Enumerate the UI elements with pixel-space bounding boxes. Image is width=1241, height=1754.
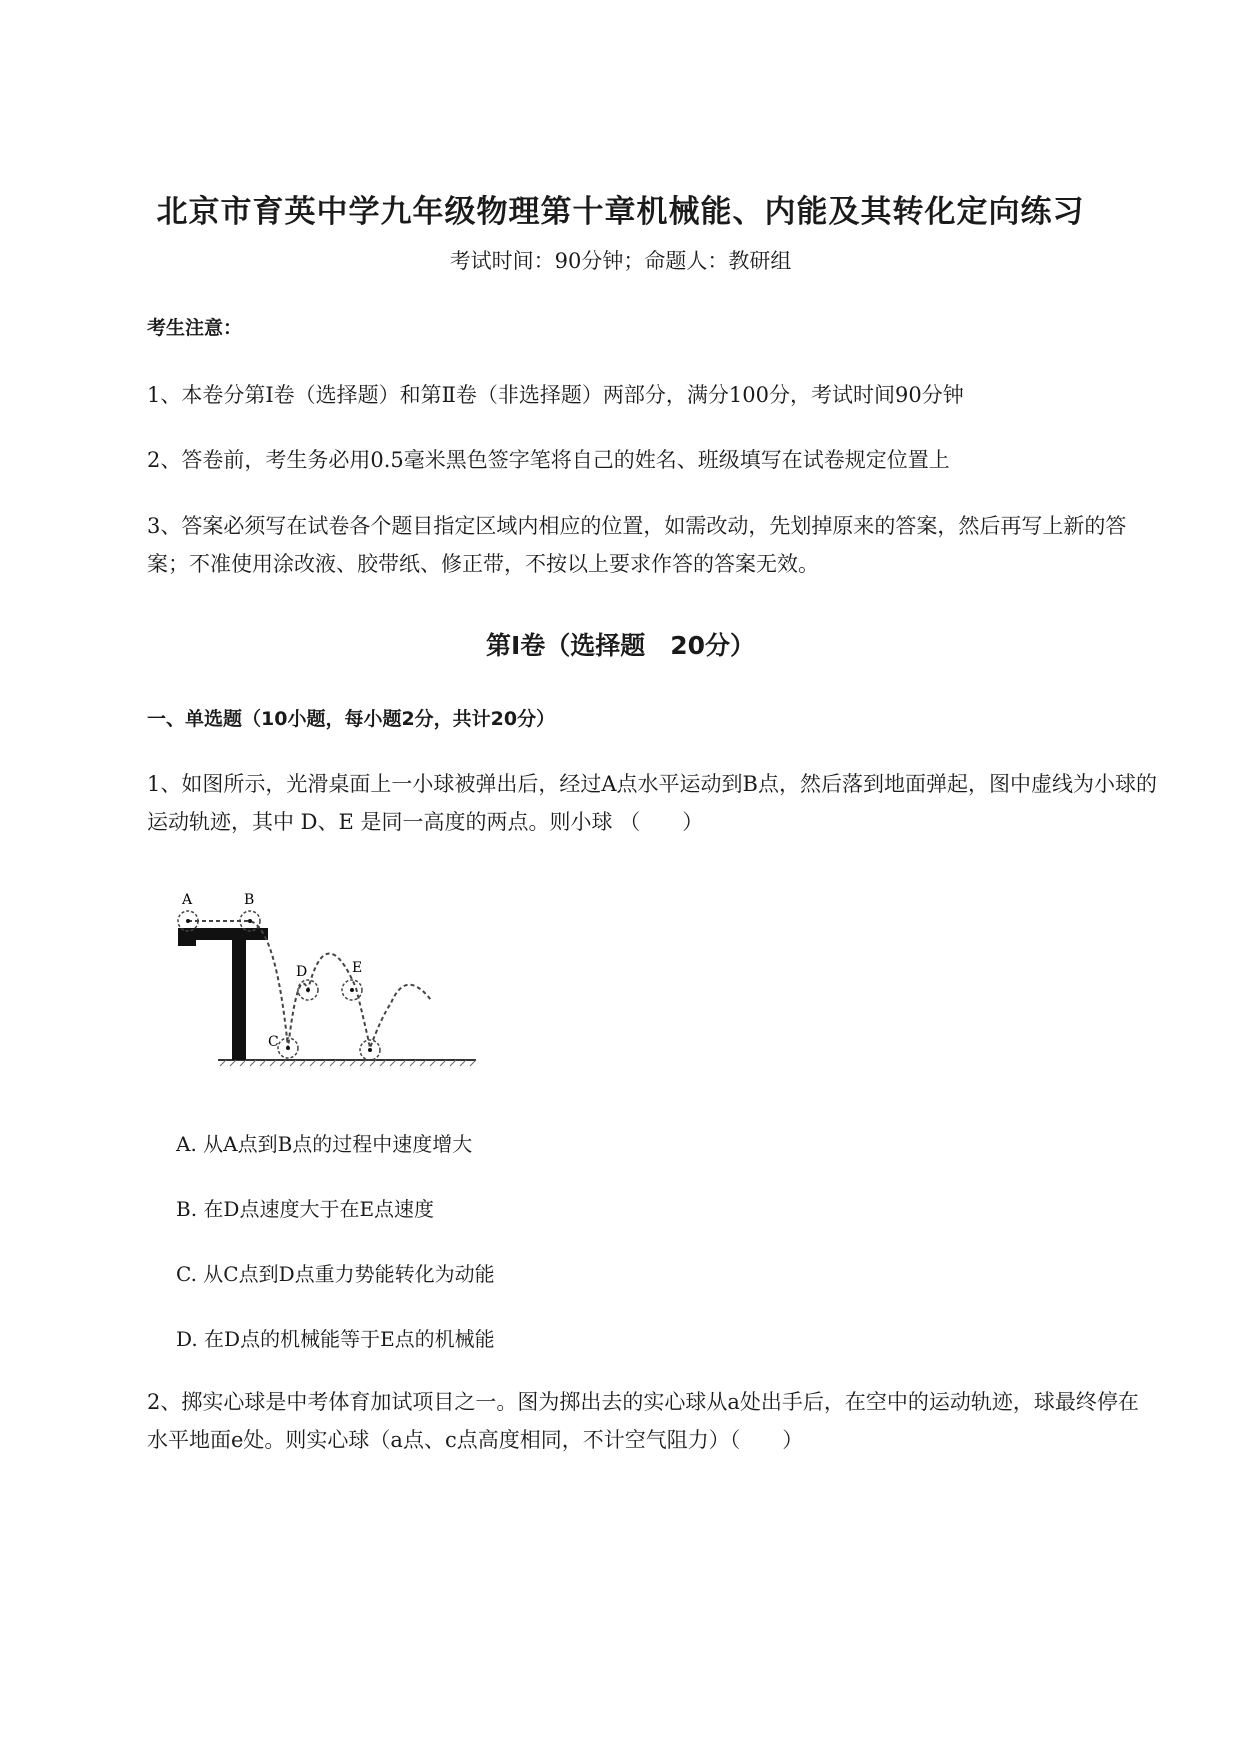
subsection-heading: 一、单选题（10小题，每小题2分，共计20分） (147, 708, 556, 730)
notice-item: 3、答案必须写在试卷各个题目指定区域内相应的位置，如需改动，先划掉原来的答案，然后再写上新的答案；不准使用涂改液、胶带纸、修正带，不按以上要求作答的答案无效。 (147, 514, 1127, 576)
ball-e-dot (350, 988, 354, 992)
label-a: A (182, 892, 193, 908)
label-b: B (244, 892, 255, 908)
ball-a-dot (186, 919, 190, 923)
trajectory-path (188, 921, 431, 1048)
ball-d-dot (306, 988, 310, 992)
ball-bounce-dot (368, 1048, 372, 1052)
question-1-figure (176, 878, 486, 1078)
question-1-option-a: A. 从A点到B点的过程中速度增大 (176, 1132, 473, 1156)
notice-heading: 考生注意： (147, 317, 243, 339)
label-d: D (296, 964, 308, 980)
question-1-stem: 1、如图所示，光滑桌面上一小球被弹出后，经过A点水平运动到B点，然后落到地面弹起，图中虚线为小球的运动轨迹，其中 D、E 是同一高度的两点。则小球 （ ） (147, 772, 1157, 834)
question-1-option-b: B. 在D点速度大于在E点速度 (176, 1197, 435, 1221)
exam-title: 北京市育英中学九年级物理第十章机械能、内能及其转化定向练习 (156, 194, 1085, 230)
notice-item: 1、本卷分第I卷（选择题）和第Ⅱ卷（非选择题）两部分，满分100分，考试时间90分钟 (147, 383, 964, 407)
table-leg (232, 940, 246, 1060)
table-edge (178, 940, 196, 946)
exam-subtitle: 考试时间：90分钟；命题人：教研组 (449, 249, 792, 273)
section-title: 第I卷（选择题 20分） (485, 631, 756, 660)
ball-b-dot (248, 919, 252, 923)
question-1-option-c: C. 从C点到D点重力势能转化为动能 (176, 1262, 495, 1286)
label-e: E (352, 960, 363, 976)
notice-item: 2、答卷前，考生务必用0.5毫米黑色签字笔将自己的姓名、班级填写在试卷规定位置上 (147, 448, 950, 472)
question-1-option-d: D. 在D点的机械能等于E点的机械能 (176, 1327, 495, 1351)
question-2-stem: 2、掷实心球是中考体育加试项目之一。图为掷出去的实心球从a处出手后，在空中的运动轨迹，球最终停在水平地面e处。则实心球（a点、c点高度相同，不计空气阻力）（ ） (147, 1390, 1139, 1452)
label-c: C (268, 1034, 279, 1050)
ball-c-dot (286, 1046, 290, 1050)
